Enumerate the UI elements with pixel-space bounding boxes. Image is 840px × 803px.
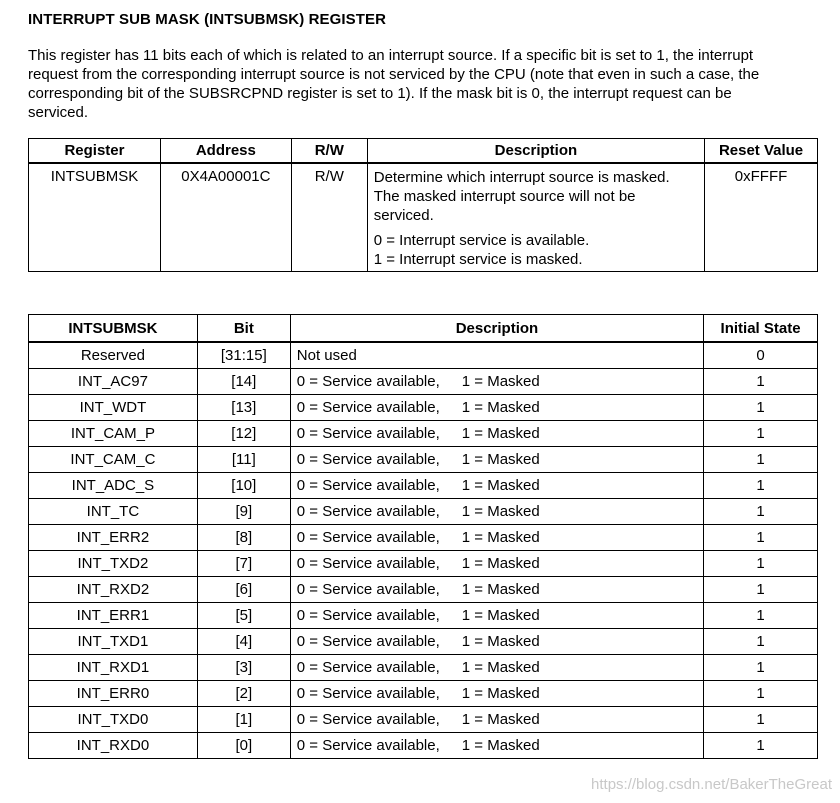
bit-initial-state: 1 <box>704 629 818 655</box>
bit-range: [11] <box>197 447 290 473</box>
bit-range: [6] <box>197 577 290 603</box>
bit-description <box>290 525 703 551</box>
bit-initial-state: 1 <box>704 603 818 629</box>
bit-initial-state: 1 <box>704 655 818 681</box>
bit-name: INT_WDT <box>29 395 198 421</box>
masked-text: 1 = Masked <box>461 451 540 468</box>
table-row <box>29 577 818 603</box>
intro-line: This register has 11 bits each of which is related to an interrupt source. If a specific bit is set to 1, the interrupt <box>28 47 754 64</box>
intro-line: request from the corresponding interrupt source is not serviced by the CPU (note that even in such a case, the <box>28 66 760 83</box>
bit-range: [0] <box>197 733 290 759</box>
table-row <box>29 681 818 707</box>
bit-name: INT_ERR1 <box>29 603 198 629</box>
bit-description <box>290 473 703 499</box>
masked-text: 1 = Masked <box>461 737 540 754</box>
masked-text: 1 = Masked <box>461 607 540 624</box>
service-available-text: 0 = Service available, <box>296 607 440 624</box>
service-available-text: 0 = Service available, <box>296 399 440 416</box>
bit-description <box>290 447 703 473</box>
masked-text: 1 = Masked <box>461 503 540 520</box>
bit-initial-state: 1 <box>704 551 818 577</box>
bit-range: [12] <box>197 421 290 447</box>
masked-text: 1 = Masked <box>461 425 540 442</box>
register-table-header-row <box>29 139 818 164</box>
bit-description <box>290 395 703 421</box>
intro-line: corresponding bit of the SUBSRCPND register is set to 1). If the mask bit is 0, the interrupt request can be <box>28 85 732 102</box>
table-row <box>29 551 818 577</box>
header-description: Description <box>290 315 703 343</box>
bit-name: INT_ERR0 <box>29 681 198 707</box>
bit-description <box>290 499 703 525</box>
masked-text: 1 = Masked <box>461 711 540 728</box>
bit-initial-state: 1 <box>704 473 818 499</box>
masked-text: 1 = Masked <box>461 633 540 650</box>
page-title: INTERRUPT SUB MASK (INTSUBMSK) REGISTER <box>28 11 387 28</box>
masked-text: 1 = Masked <box>461 659 540 676</box>
bit-initial-state: 1 <box>704 681 818 707</box>
table-row <box>29 655 818 681</box>
register-address: 0X4A00001C <box>160 163 291 272</box>
register-row <box>29 163 818 272</box>
bit-name: INT_ERR2 <box>29 525 198 551</box>
register-name: INTSUBMSK <box>29 163 161 272</box>
bits-table-header-row <box>29 315 818 343</box>
service-available-text: 0 = Service available, <box>296 581 440 598</box>
table-row <box>29 603 818 629</box>
bit-initial-state: 1 <box>704 525 818 551</box>
table-row <box>29 473 818 499</box>
bit-description <box>290 707 703 733</box>
bit-description <box>290 681 703 707</box>
header-address: Address <box>160 139 291 164</box>
bit-name: INT_RXD0 <box>29 733 198 759</box>
service-available-text: 0 = Service available, <box>296 633 440 650</box>
service-available-text: 0 = Service available, <box>296 529 440 546</box>
header-bit: Bit <box>197 315 290 343</box>
service-available-text: 0 = Service available, <box>296 711 440 728</box>
bit-description <box>290 342 703 369</box>
header-rw: R/W <box>291 139 367 164</box>
bit-name: INT_TC <box>29 499 198 525</box>
bit-range: [8] <box>197 525 290 551</box>
table-row <box>29 733 818 759</box>
bit-range: [7] <box>197 551 290 577</box>
table-row <box>29 447 818 473</box>
service-available-text: Not used <box>296 347 357 364</box>
bit-description <box>290 629 703 655</box>
bit-name: INT_RXD2 <box>29 577 198 603</box>
bit-range: [13] <box>197 395 290 421</box>
bit-name: Reserved <box>29 342 198 369</box>
header-initial-state: Initial State <box>704 315 818 343</box>
bit-description <box>290 551 703 577</box>
bit-name: INT_TXD1 <box>29 629 198 655</box>
table-row <box>29 629 818 655</box>
bit-range: [14] <box>197 369 290 395</box>
bit-description <box>290 733 703 759</box>
register-table <box>28 138 818 272</box>
header-register: Register <box>29 139 161 164</box>
service-available-text: 0 = Service available, <box>296 659 440 676</box>
bit-range: [2] <box>197 681 290 707</box>
bit-description <box>290 369 703 395</box>
bit-description <box>290 577 703 603</box>
register-reset-value: 0xFFFF <box>705 163 818 272</box>
service-available-text: 0 = Service available, <box>296 685 440 702</box>
service-available-text: 0 = Service available, <box>296 503 440 520</box>
bit-initial-state: 1 <box>704 707 818 733</box>
service-available-text: 0 = Service available, <box>296 451 440 468</box>
bit-initial-state: 1 <box>704 369 818 395</box>
register-rw: R/W <box>291 163 367 272</box>
table-row <box>29 395 818 421</box>
table-row <box>29 342 818 369</box>
description-line: Determine which interrupt source is masked. <box>373 169 670 186</box>
bit-initial-state: 1 <box>704 421 818 447</box>
service-available-text: 0 = Service available, <box>296 477 440 494</box>
service-available-text: 0 = Service available, <box>296 373 440 390</box>
bit-range: [1] <box>197 707 290 733</box>
intro-paragraph <box>28 46 818 122</box>
bit-initial-state: 1 <box>704 447 818 473</box>
header-intsubmsk: INTSUBMSK <box>29 315 198 343</box>
bit-name: INT_TXD2 <box>29 551 198 577</box>
bit-description <box>290 603 703 629</box>
masked-text: 1 = Masked <box>461 685 540 702</box>
bit-name: INT_RXD1 <box>29 655 198 681</box>
table-row <box>29 421 818 447</box>
bit-name: INT_TXD0 <box>29 707 198 733</box>
description-line: 1 = Interrupt service is masked. <box>373 251 583 268</box>
bit-range: [3] <box>197 655 290 681</box>
service-available-text: 0 = Service available, <box>296 555 440 572</box>
bit-name: INT_CAM_C <box>29 447 198 473</box>
bit-description <box>290 655 703 681</box>
intro-line: serviced. <box>28 104 89 121</box>
watermark: https://blog.csdn.net/BakerTheGreat <box>591 776 832 793</box>
table-row <box>29 369 818 395</box>
bit-range: [9] <box>197 499 290 525</box>
masked-text: 1 = Masked <box>461 555 540 572</box>
service-available-text: 0 = Service available, <box>296 737 440 754</box>
table-row <box>29 499 818 525</box>
masked-text: 1 = Masked <box>461 373 540 390</box>
description-line: 0 = Interrupt service is available. <box>373 232 590 249</box>
masked-text: 1 = Masked <box>461 477 540 494</box>
bit-name: INT_CAM_P <box>29 421 198 447</box>
service-available-text: 0 = Service available, <box>296 425 440 442</box>
bit-initial-state: 1 <box>704 499 818 525</box>
bit-name: INT_AC97 <box>29 369 198 395</box>
bit-range: [4] <box>197 629 290 655</box>
bit-initial-state: 1 <box>704 395 818 421</box>
masked-text: 1 = Masked <box>461 581 540 598</box>
bit-name: INT_ADC_S <box>29 473 198 499</box>
header-reset-value: Reset Value <box>705 139 818 164</box>
description-line: serviced. <box>373 207 434 224</box>
bit-range: [10] <box>197 473 290 499</box>
table-row <box>29 525 818 551</box>
register-description <box>367 163 704 272</box>
description-line: The masked interrupt source will not be <box>373 188 636 205</box>
header-description: Description <box>367 139 704 164</box>
bit-initial-state: 1 <box>704 577 818 603</box>
masked-text: 1 = Masked <box>461 529 540 546</box>
masked-text: 1 = Masked <box>461 399 540 416</box>
bits-table <box>28 314 818 759</box>
bit-initial-state: 0 <box>704 342 818 369</box>
bit-range: [5] <box>197 603 290 629</box>
bit-description <box>290 421 703 447</box>
bit-initial-state: 1 <box>704 733 818 759</box>
table-row <box>29 707 818 733</box>
bit-range: [31:15] <box>197 342 290 369</box>
